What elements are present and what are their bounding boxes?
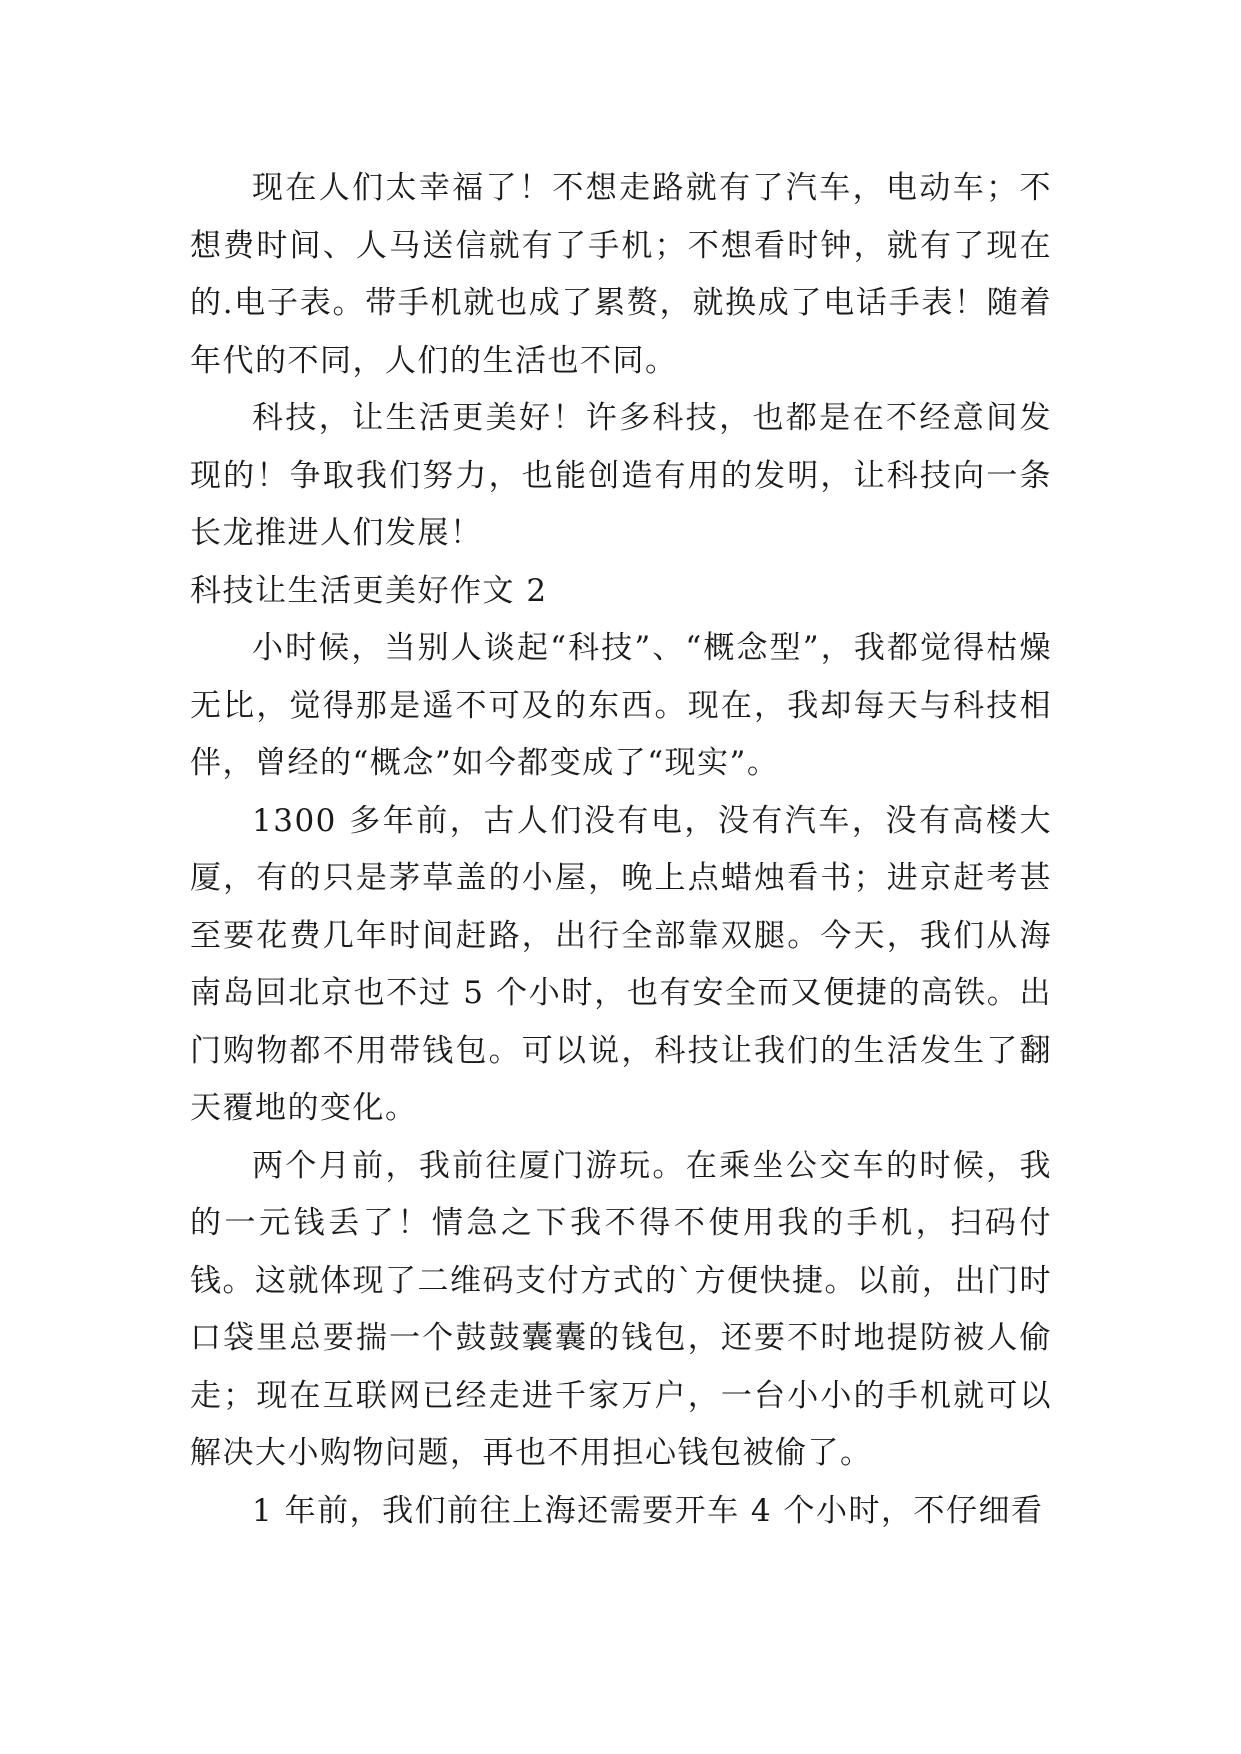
paragraph: 小时候，当别人谈起“科技”、“概念型”，我都觉得枯燥无比，觉得那是遥不可及的东西。现在，我却每天与科技相伴，曾经的“概念”如今都变成了“现实”。 — [190, 630, 1052, 781]
paragraph: 1300 多年前，古人们没有电，没有汽车，没有高楼大厦，有的只是茅草盖的小屋，晚上点蜡烛看书；进京赶考甚至要花费几年时间赶路，出行全部靠双腿。今天，我们从海南岛回北京也不过 5 个小时，也有安全而又便捷的高铁。出门购物都不用带钱包。可以说，科技让我们的生活发生了翻天覆地的变化。 — [190, 802, 1052, 1126]
paragraph: 1 年前，我们前往上海还需要开车 4 个小时，不仔细看 — [252, 1492, 1044, 1529]
paragraph: 现在人们太幸福了！不想走路就有了汽车，电动车；不想费时间、人马送信就有了手机；不想看时钟，就有了现在的.电子表。带手机就也成了累赘，就换成了电话手表！随着年代的不同，人们的生活也不同。 — [190, 170, 1052, 379]
section-title: 科技让生活更美好作文 2 — [190, 572, 548, 609]
paragraph: 两个月前，我前往厦门游玩。在乘坐公交车的时候，我的一元钱丢了！情急之下我不得不使用我的手机，扫码付钱。这就体现了二维码支付方式的`方便快捷。以前，出门时口袋里总要揣一个鼓鼓囊囊的钱包，还要不时地提防被人偷走；现在互联网已经走进千家万户，一台小小的手机就可以解决大小购物问题，再也不用担心钱包被偷了。 — [190, 1147, 1052, 1471]
paragraph: 科技，让生活更美好！许多科技，也都是在不经意间发现的！争取我们努力，也能创造有用的发明，让科技向一条长龙推进人们发展！ — [190, 400, 1052, 551]
document-page — [190, 160, 1052, 1540]
